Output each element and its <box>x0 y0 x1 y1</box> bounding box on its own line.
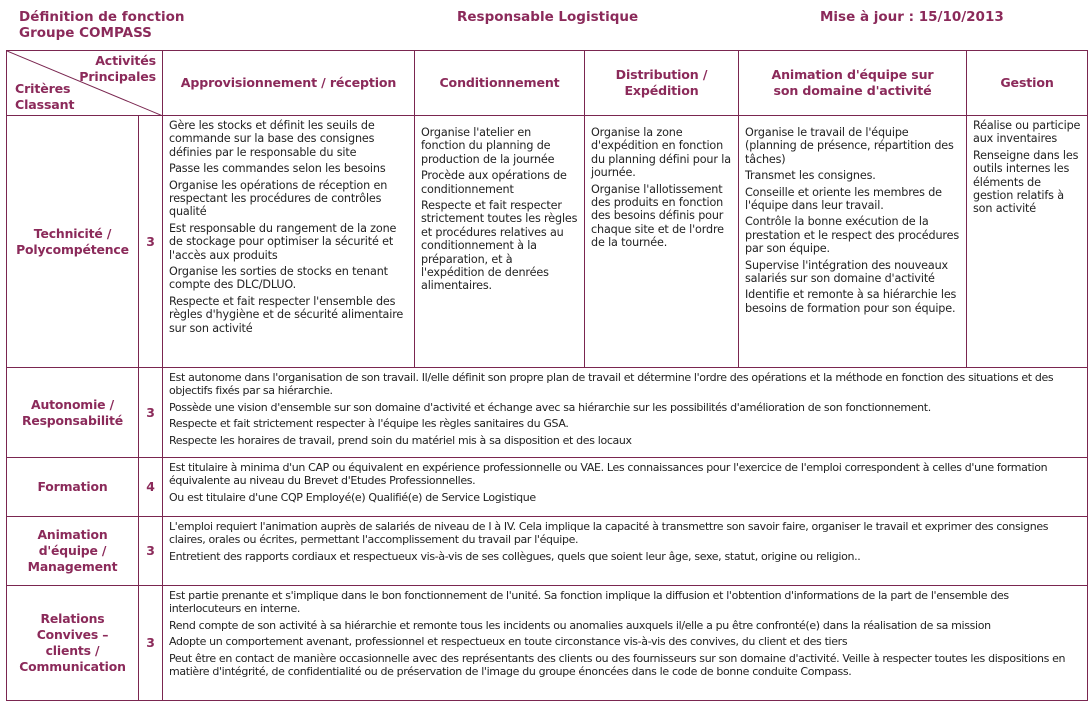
update-date: Mise à jour : 15/10/2013 <box>820 9 1004 25</box>
criteria-label: Critères Classant <box>15 81 75 112</box>
cell-formation: Est titulaire à minima d'un CAP ou équivalent en expérience professionnelle ou VAE. Les connaissances pour l'exercice de l'emploi correspondent à celles d'une formation équivalente au niveau du Brevet d'Etudes Professionnelles. Ou est titulaire d'une CQP Employé(e) Qualifié(e) de Service Logistique <box>163 458 1088 517</box>
doc-type: Définition de fonction <box>19 9 185 25</box>
col-header-distribution: Distribution / Expédition <box>585 51 739 116</box>
cell-management: L'emploi requiert l'animation auprès de salariés de niveau de I à IV. Cela implique la capacité à transmettre son savoir faire, organiser le travail et exprimer des consignes claires, orales ou écrites, permettant l'accomplissement du travail par l'équipe. Entretient des rapports cordiaux et respectueux vis-à-vis de ses collègues, quels que soient leur âge, sexe, statut, origine ou religion.. <box>163 517 1088 586</box>
row-management <box>7 517 1088 586</box>
cell-conditionnement: Organise l'atelier en fonction du planning de production de la journée Procède aux opérations de conditionnement Respecte et fait respecter strictement toutes les règles et procédures relatives au conditionnement à la préparation, et à l'expédition de denrées alimentaires. <box>415 116 585 368</box>
col-header-conditionnement: Conditionnement <box>415 51 585 116</box>
doc-header-left <box>19 9 185 41</box>
row-relations <box>7 586 1088 701</box>
group-name: Groupe COMPASS <box>19 25 152 41</box>
col-header-animation: Animation d'équipe sur son domaine d'activité <box>739 51 967 116</box>
job-title: Responsable Logistique <box>457 9 639 25</box>
activities-label: Activités Principales <box>79 53 156 84</box>
criterion-score: 3 <box>139 517 163 586</box>
criterion-score: 4 <box>139 458 163 517</box>
corner-header <box>7 51 163 116</box>
row-technicite <box>7 116 1088 368</box>
criterion-label: Autonomie / Responsabilité <box>7 368 139 458</box>
col-header-appro: Approvisionnement / réception <box>163 51 415 116</box>
criterion-label: Technicité / Polycompétence <box>7 116 139 368</box>
cell-distribution: Organise la zone d'expédition en fonction du planning défini pour la journée. Organise l'allotissement des produits en fonction des besoins définis pour chaque site et de l'ordre de la tournée. <box>585 116 739 368</box>
row-formation <box>7 458 1088 517</box>
cell-appro: Gère les stocks et définit les seuils de commande sur la base des consignes définies par le responsable du site Passe les commandes selon les besoins Organise les opérations de réception en respectant les procédures de contrôles qualité Est responsable du rangement de la zone de stockage pour optimiser la sécurité et l'accès aux produits Organise les sorties de stocks en tenant compte des DLC/DLUO. Respecte et fait respecter l'ensemble des règles d'hygiène et de sécurité alimentaire sur son activité <box>163 116 415 368</box>
criterion-score: 3 <box>139 368 163 458</box>
row-autonomie <box>7 368 1088 458</box>
criterion-label: Relations Convives – clients / Communication <box>7 586 139 701</box>
col-header-gestion: Gestion <box>967 51 1088 116</box>
cell-relations: Est partie prenante et s'implique dans le bon fonctionnement de l'unité. Sa fonction implique la diffusion et l'obtention d'informations de la part de l'ensemble des interlocuteurs en interne. Rend compte de son activité à sa hiérarchie et remonte tous les incidents ou anomalies auxquels il/elle a pu être confronté(e) dans la réalisation de sa mission Adopte un comportement avenant, professionnel et respectueux en toute circonstance vis-à-vis des convives, du client et des tiers Peut être en contact de manière occasionnelle avec des représentants des clients ou des fournisseurs sur son domaine d'activité. Veille à respecter toutes les dispositions en matière d'intégrité, de confidentialité ou de préservation de l'image du groupe énoncées dans le code de bonne conduite Compass. <box>163 586 1088 701</box>
header-row <box>7 51 1088 116</box>
criterion-label: Formation <box>7 458 139 517</box>
cell-animation: Organise le travail de l'équipe (planning de présence, répartition des tâches) Transmet les consignes. Conseille et oriente les membres de l'équipe dans leur travail. Contrôle la bonne exécution de la prestation et le respect des procédures par son équipe. Supervise l'intégration des nouveaux salariés sur son domaine d'activité Identifie et remonte à sa hiérarchie les besoins de formation pour son équipe. <box>739 116 967 368</box>
criterion-score: 3 <box>139 116 163 368</box>
criterion-label: Animation d'équipe / Management <box>7 517 139 586</box>
function-table <box>6 50 1088 701</box>
criterion-score: 3 <box>139 586 163 701</box>
cell-autonomie: Est autonome dans l'organisation de son travail. Il/elle définit son propre plan de travail et détermine l'ordre des opérations et la méthode en fonction des situations et des objectifs fixés par sa hiérarchie. Possède une vision d'ensemble sur son domaine d'activité et échange avec sa hiérarchie sur les possibilités d'amélioration de son fonctionnement. Respecte et fait strictement respecter à l'équipe les règles sanitaires du GSA. Respecte les horaires de travail, prend soin du matériel mis à sa disposition et des locaux <box>163 368 1088 458</box>
cell-gestion: Réalise ou participe aux inventaires Renseigne dans les outils internes les éléments de gestion relatifs à son activité <box>967 116 1088 368</box>
